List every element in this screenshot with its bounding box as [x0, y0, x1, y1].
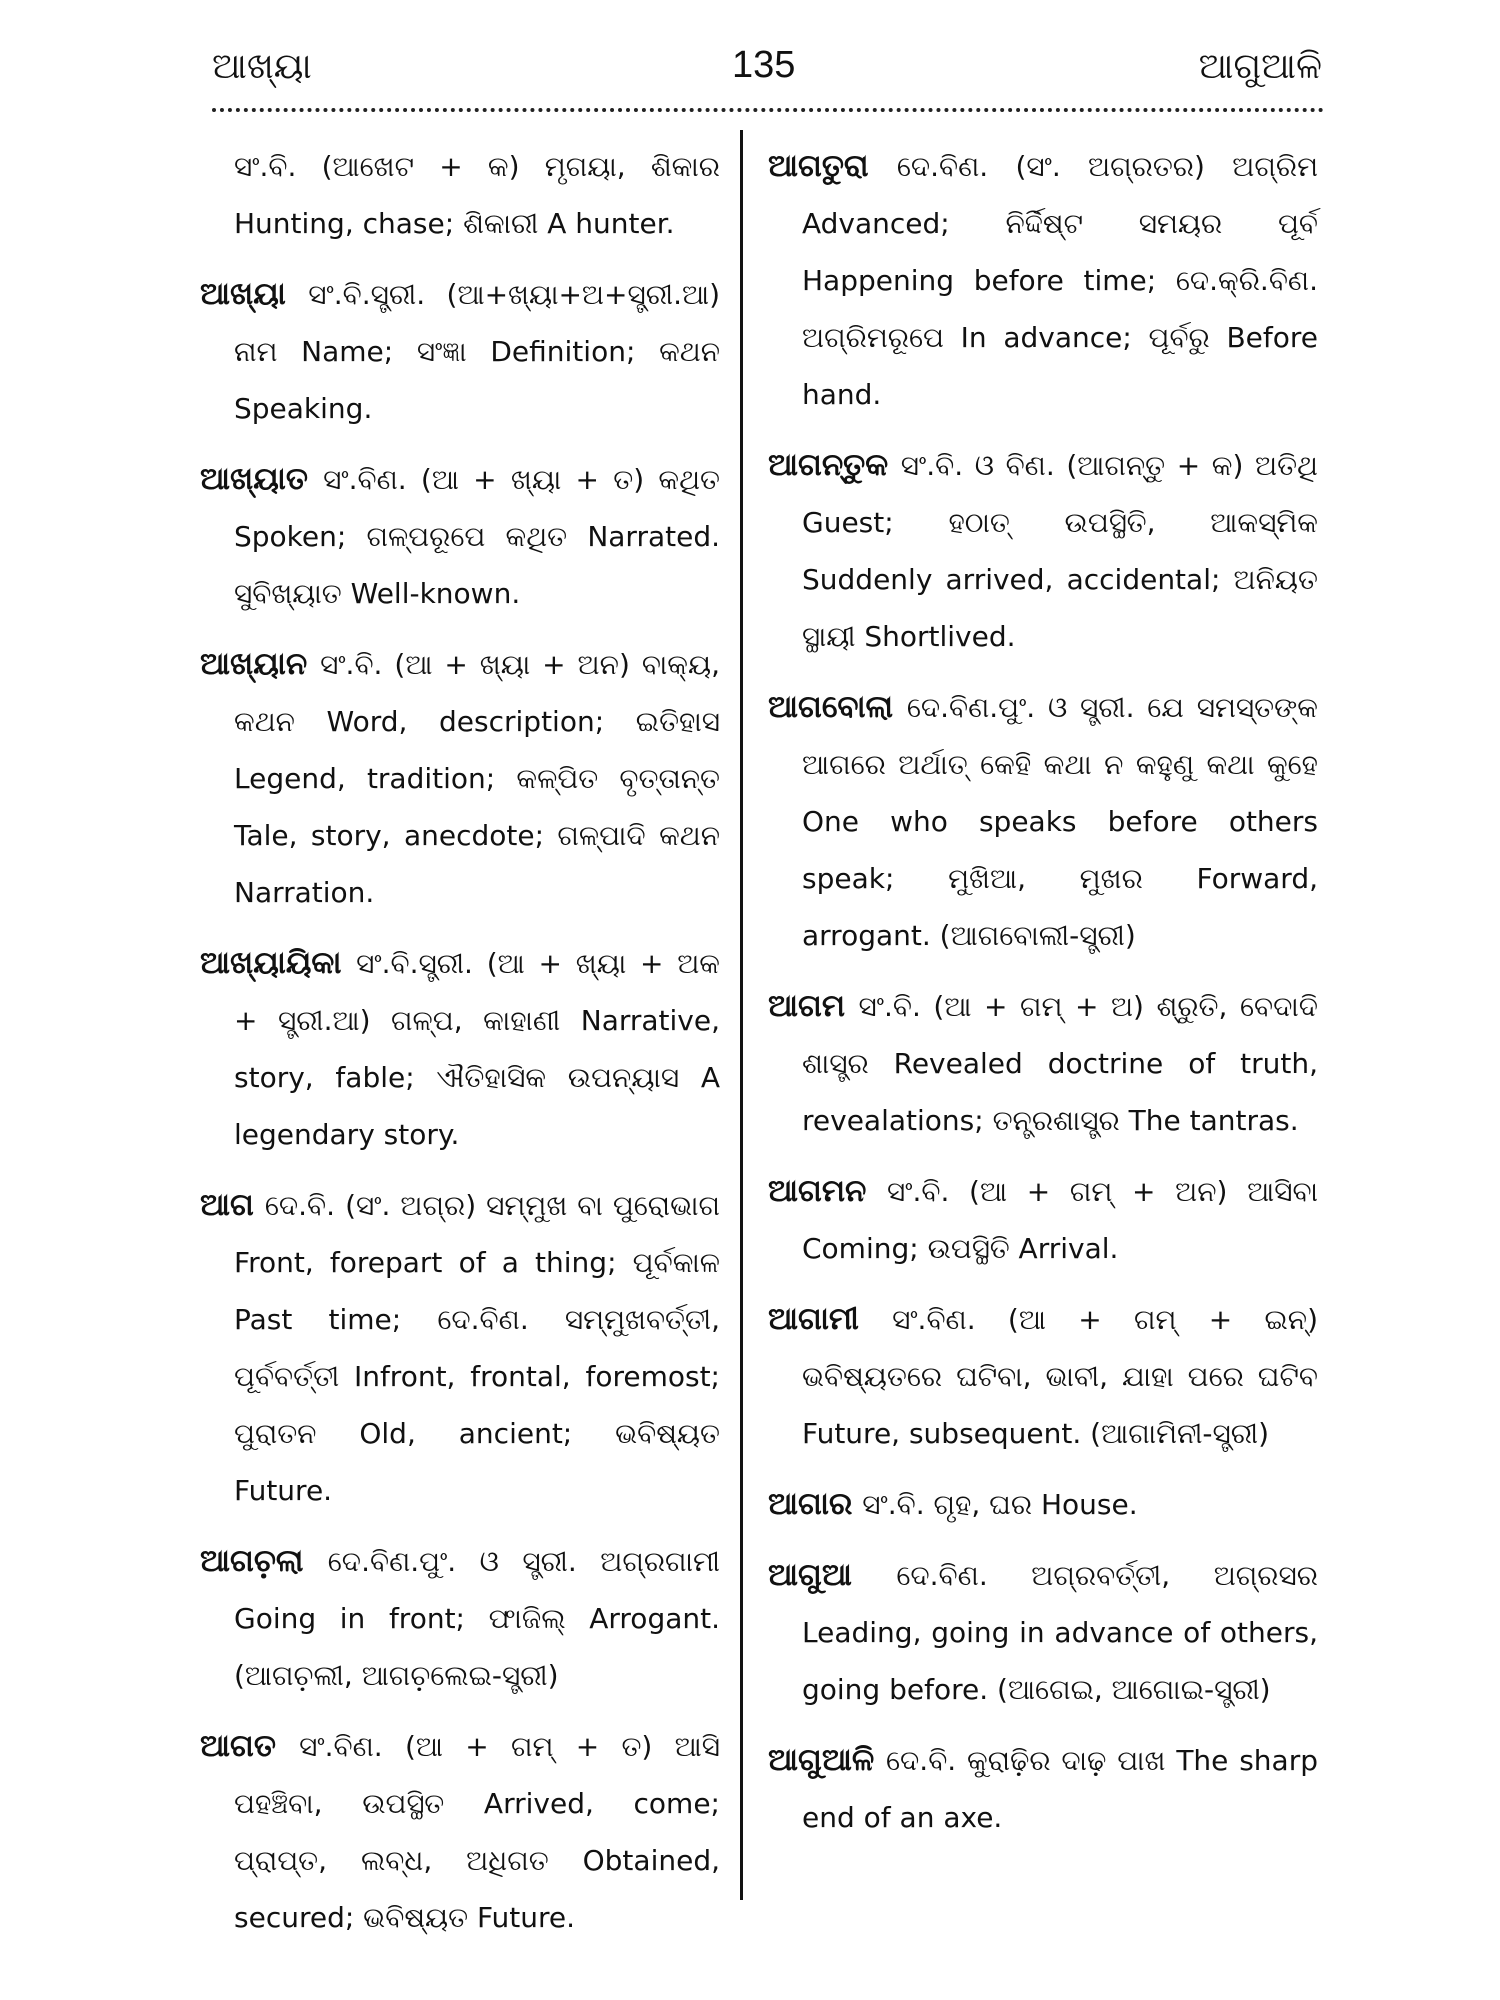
entry-headword: ଆଖ୍ୟାତ	[200, 461, 308, 497]
dictionary-entry	[200, 451, 720, 622]
entry-headword: ଆଖ୍ୟାନ	[200, 646, 308, 682]
dictionary-entry	[200, 935, 720, 1163]
entry-text: ସଂ.ବି. ଓ ବିଣ. (ଆଗନ୍ତୁ + କ) ଅତିଥି Guest; ହଠାତ୍ ଉପସ୍ଥିତି, ଆକସ୍ମିକ Suddenly arrived, accidental; ଅନିୟତ ସ୍ଥାୟୀ Shortlived.	[802, 449, 1319, 653]
entry-text: ସଂ.ବିଣ. (ଆ + ଗମ୍ + ଇନ୍) ଭବିଷ୍ୟତରେ ଘଟିବା, ଭାବୀ, ଯାହା ପରେ ଘଟିବ Future, subsequent. (ଆଗାମିନୀ-ସ୍ତ୍ରୀ)	[802, 1303, 1318, 1450]
entry-text: ସଂ.ବିଣ. (ଆ + ଗମ୍ + ତ) ଆସି ପହଞ୍ଚିବା, ଉପସ୍ଥିତ Arrived, come; ପ୍ରାପ୍ତ, ଲବ୍ଧ, ଅଧିଗତ Obtained, secured; ଭବିଷ୍ୟତ Future.	[234, 1730, 720, 1934]
entry-headword: ଆଗବୋଲା	[768, 689, 894, 725]
header-dotted-rule	[212, 108, 1324, 112]
entry-headword: ଆଗମ	[768, 988, 846, 1024]
entry-text: ଦେ.ବି. (ସଂ. ଅଗ୍ର) ସମ୍ମୁଖ ବା ପୁରୋଭାଗ Front, forepart of a thing; ପୂର୍ବକାଳ Past time; ଦେ.ବିଣ. ସମ୍ମୁଖବର୍ତ୍ତୀ, ପୂର୍ବବର୍ତ୍ତୀ Infront, frontal, foremost; ପୁରାତନ Old, ancient; ଭବିଷ୍ୟତ Future.	[234, 1189, 720, 1507]
dictionary-entry	[768, 437, 1318, 665]
dictionary-entry	[768, 679, 1318, 964]
entry-headword: ଆଗତୁରା	[768, 148, 869, 184]
dictionary-entry	[768, 1476, 1318, 1533]
entry-text: ଦେ.ବିଣ. (ସଂ. ଅଗ୍ରତର) ଅଗ୍ରିମ Advanced; ନିର୍ଦ୍ଦିଷ୍ଟ ସମୟର ପୂର୍ବ Happening before time; ଦେ.କ୍ରି.ବିଣ. ଅଗ୍ରିମରୂପେ In advance; ପୂର୍ବରୁ Before hand.	[802, 150, 1319, 411]
dictionary-entry	[768, 1291, 1318, 1462]
page-header	[212, 40, 1322, 100]
dictionary-entry	[200, 1533, 720, 1704]
column-divider	[740, 130, 743, 1900]
right-column	[768, 138, 1318, 1860]
entry-headword: ଆଗୁଆଳି	[768, 1742, 875, 1778]
entry-text: ସଂ.ବି. ଗୃହ, ଘର House.	[862, 1488, 1138, 1521]
entry-headword: ଆଗଚ଼ଲା	[200, 1543, 304, 1579]
entry-headword: ଆଖ୍ୟାୟିକା	[200, 945, 342, 981]
entry-text: ଦେ.ବିଣ.ପୁଂ. ଓ ସ୍ତ୍ରୀ. ଯେ ସମସ୍ତଙ୍କ ଆଗରେ ଅର୍ଥାତ୍ କେହି କଥା ନ କହୁଣୁ କଥା କୁହେ One who speaks before others speak; ମୁଖିଆ, ମୁଖର Forward, arrogant. (ଆଗବୋଲୀ-ସ୍ତ୍ରୀ)	[802, 691, 1318, 952]
page-number: 135	[732, 44, 796, 86]
entry-text: ଦେ.ବିଣ.ପୁଂ. ଓ ସ୍ତ୍ରୀ. ଅଗ୍ରଗାମୀ Going in front; ଫାଜିଲ୍ Arrogant. (ଆଗଚ଼ଲୀ, ଆଗଚ଼ଲେଇ-ସ୍ତ୍ରୀ)	[234, 1545, 720, 1692]
entry-headword: ଆଖ୍ୟା	[200, 276, 286, 312]
entry-headword: ଆଗମନ	[768, 1173, 867, 1209]
header-right-guide-word: ଆଗୁଆଳି	[1198, 46, 1322, 87]
dictionary-entry	[768, 138, 1318, 423]
dictionary-entry	[768, 1547, 1318, 1718]
dictionary-entry	[200, 1718, 720, 1946]
entry-text: ସଂ.ବି. (ଆ + ଗମ୍ + ଅନ) ଆସିବା Coming; ଉପସ୍ଥିତି Arrival.	[802, 1175, 1318, 1265]
dictionary-entry	[200, 1177, 720, 1519]
entry-text: ସଂ.ବି.ସ୍ତ୍ରୀ. (ଆ+ଖ୍ୟା+ଅ+ସ୍ତ୍ରୀ.ଆ) ନାମ Name; ସଂଜ୍ଞା Definition; କଥନ Speaking.	[234, 278, 720, 425]
dictionary-entry	[200, 138, 720, 252]
entry-text: ଦେ.ବିଣ. ଅଗ୍ରବର୍ତ୍ତୀ, ଅଗ୍ରସର Leading, going in advance of others, going before. (ଆଗେଇ, ଆଗୋଇ-ସ୍ତ୍ରୀ)	[802, 1559, 1318, 1706]
left-column	[200, 138, 720, 1960]
entry-text: ସଂ.ବି. (ଆ + ଖ୍ୟା + ଅନ) ବାକ୍ୟ, କଥନ Word, description; ଇତିହାସ Legend, tradition; କଳ୍ପିତ ବୃତ୍ତାନ୍ତ Tale, story, anecdote; ଗଳ୍ପାଦି କଥନ Narration.	[234, 648, 720, 909]
entry-text: ସଂ.ବି.ସ୍ତ୍ରୀ. (ଆ + ଖ୍ୟା + ଅକ + ସ୍ତ୍ରୀ.ଆ) ଗଳ୍ପ, କାହାଣୀ Narrative, story, fable; ଐତିହାସିକ ଉପନ୍ୟାସ A legendary story.	[234, 947, 720, 1151]
entry-headword: ଆଗାମୀ	[768, 1301, 859, 1337]
entry-headword: ଆଗ	[200, 1187, 254, 1223]
entry-text: ଦେ.ବି. କୁରାଢ଼ିର ଦାଢ଼ ପାଖ The sharp end of an axe.	[802, 1744, 1318, 1834]
entry-headword: ଆଗାର	[768, 1486, 853, 1522]
dictionary-entry	[200, 266, 720, 437]
entry-text: ସଂ.ବି. (ଆଖେଟ + କ) ମୃଗୟା, ଶିକାର Hunting, chase; ଶିକାରୀ A hunter.	[234, 150, 720, 240]
entry-headword: ଆଗନ୍ତୁକ	[768, 447, 889, 483]
entry-headword: ଆଗୁଆ	[768, 1557, 852, 1593]
dictionary-entry	[200, 636, 720, 921]
entry-text: ସଂ.ବିଣ. (ଆ + ଖ୍ୟା + ତ) କଥିତ Spoken; ଗଳ୍ପରୂପେ କଥିତ Narrated. ସୁବିଖ୍ୟାତ Well-known.	[234, 463, 720, 610]
header-left-guide-word: ଆଖ୍ୟା	[212, 46, 312, 87]
dictionary-entry	[768, 1732, 1318, 1846]
entry-headword: ଆଗତ	[200, 1728, 276, 1764]
dictionary-entry	[768, 1163, 1318, 1277]
entry-text: ସଂ.ବି. (ଆ + ଗମ୍ + ଅ) ଶ୍ରୁତି, ବେଦାଦି ଶାସ୍ତ୍ର Revealed doctrine of truth, revealations; ତନ୍ତ୍ରଶାସ୍ତ୍ର The tantras.	[802, 990, 1318, 1137]
dictionary-entry	[768, 978, 1318, 1149]
